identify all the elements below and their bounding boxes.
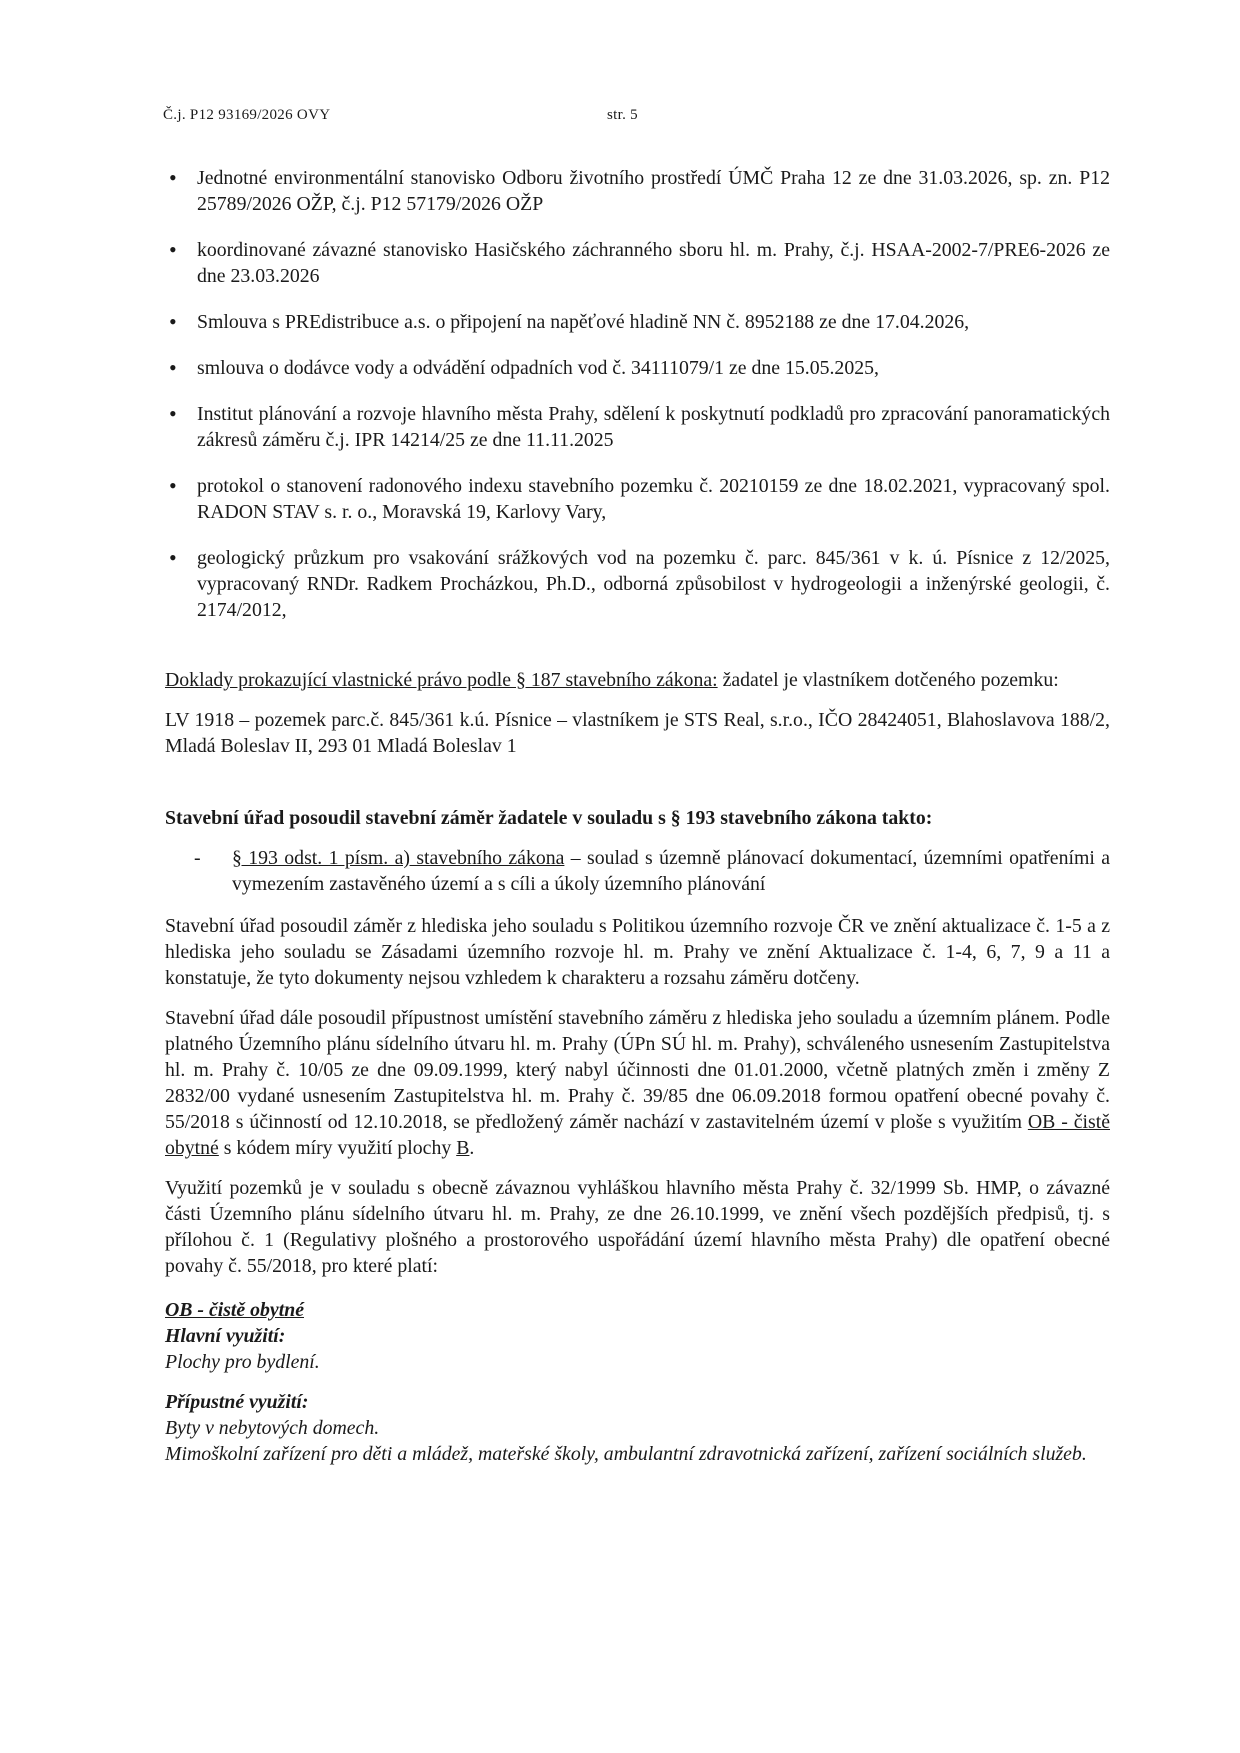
allowed-use-line: Byty v nebytových domech. — [165, 1417, 380, 1439]
main-use-text: Plochy pro bydlení. — [165, 1351, 320, 1373]
list-item: • koordinované závazné stanovisko Hasičského záchranného sboru hl. m. Prahy, č.j. HSAA-2002-7/PRE6-2026 ze dne 23.03.2026 — [165, 237, 1110, 289]
bullet-list — [165, 165, 1110, 623]
zone-code: B — [456, 1137, 470, 1159]
dash-item-text: – soulad s územně plánovací dokumentací, územními opatřeními a vymezením zastavěného území a s cíli a úkoly územního plánování — [232, 847, 1110, 895]
paragraph-zoning — [165, 1005, 1110, 1161]
list-item: • Jednotné environmentální stanovisko Odboru životního prostředí ÚMČ Praha 12 ze dne 31.03.2026, sp. zn. P12 25789/2026 OŽP, č.j. P12 57179/2026 OŽP — [165, 165, 1110, 217]
ownership-proof-text: žadatel je vlastníkem dotčeného pozemku: — [717, 669, 1059, 691]
list-item: • protokol o stanovení radonového indexu stavebního pozemku č. 20210159 ze dne 18.02.2021, vypracovaný spol. RADON STAV s. r. o., Moravská 19, Karlovy Vary, — [165, 473, 1110, 525]
page-number: str. 5 — [607, 107, 638, 123]
list-item: • geologický průzkum pro vsakování srážkových vod na pozemku č. parc. 845/361 v k. ú. Písnice z 12/2025, vypracovaný RNDr. Radkem Procházkou, Ph.D., odborná způsobilost v hydrogeologii a inženýrské geologii, č. 2174/2012, — [165, 545, 1110, 623]
ownership-proof-label: Doklady prokazující vlastnické právo podle § 187 stavebního zákona: — [165, 669, 718, 691]
zone-name: OB - čistě obytné — [165, 1111, 1110, 1159]
law-reference: § 193 odst. 1 písm. a) stavebního zákona — [232, 847, 565, 869]
zoning-mid: s kódem míry využití plochy — [218, 1137, 457, 1159]
dash-list-item — [165, 845, 1110, 897]
section-heading: Stavební úřad posoudil stavební záměr žadatele v souladu s § 193 stavebního zákona takto: — [165, 807, 933, 829]
land-register-entry: LV 1918 – pozemek parc.č. 845/361 k.ú. Písnice – vlastníkem je STS Real, s.r.o., IČO 28424051, Blahoslavova 188/2, Mladá Boleslav II, 293 01 Mladá Boleslav 1 — [165, 709, 1110, 757]
main-use-label: Hlavní využití: — [165, 1325, 286, 1347]
document-body — [165, 165, 1110, 1467]
ownership-proof-paragraph — [165, 667, 1110, 693]
list-item: • smlouva o dodávce vody a odvádění odpadních vod č. 34111079/1 ze dne 15.05.2025, — [165, 355, 1110, 381]
list-item: • Institut plánování a rozvoje hlavního města Prahy, sdělení k poskytnutí podkladů pro zpracování panoramatických zákresů záměru č.j. IPR 14214/25 ze dne 11.11.2025 — [165, 401, 1110, 453]
regulation-block — [165, 1297, 1110, 1467]
regulation-code: OB - čistě obytné — [165, 1299, 304, 1321]
zoning-text: Stavební úřad dále posoudil přípustnost umístění stavebního záměru z hlediska jeho souladu a územním plánem. Podle platného Územního plánu sídelního útvaru hl. m. Prahy (ÚPn SÚ hl. m. Prahy), schváleného usnesením Zastupitelstva hl. m. Prahy č. 10/05 ze dne 09.09.1999, který nabyl účinnosti dne 01.01.2000, včetně platných změn i změny Z 2832/00 vydané usnesením Zastupitelstva hl. m. Prahy č. 39/85 dne 06.09.2018 formou opatření obecné povahy č. 55/2018 s účinností od 12.10.2018, se předložený záměr nachází v zastavitelném území v ploše s využitím — [165, 1007, 1110, 1133]
list-item: • Smlouva s PREdistribuce a.s. o připojení na napěťové hladině NN č. 8952188 ze dne 17.04.2026, — [165, 309, 1110, 335]
allowed-use-line: Mimoškolní zařízení pro děti a mládež, mateřské školy, ambulantní zdravotnická zařízení, zařízení sociálních služeb. — [165, 1443, 1087, 1465]
zoning-end: . — [469, 1137, 475, 1159]
allowed-use-label: Přípustné využití: — [165, 1391, 309, 1413]
paragraph-land-use: Využití pozemků je v souladu s obecně závaznou vyhláškou hlavního města Prahy č. 32/1999 Sb. HMP, o závazné části Územního plánu sídelního útvaru hl. m. Prahy, ze dne 26.10.1999, ve znění všech pozdějších předpisů, tj. s přílohou č. 1 (Regulativy plošného a prostorového uspořádání území hlavního města Prahy) dle opatření obecné povahy č. 55/2018, pro které platí: — [165, 1177, 1110, 1277]
dash-list — [165, 845, 1110, 897]
paragraph-policy: Stavební úřad posoudil záměr z hlediska jeho souladu s Politikou územního rozvoje ČR ve znění aktualizace č. 1-5 a z hlediska jeho souladu se Zásadami územního rozvoje hl. m. Prahy ve znění Aktualizace č. 1-4, 6, 7, 9 a 11 a konstatuje, že tyto dokumenty nejsou vzhledem k charakteru a rozsahu záměru dotčeny. — [165, 915, 1110, 989]
document-reference: Č.j. P12 93169/2026 OVY — [163, 107, 331, 123]
